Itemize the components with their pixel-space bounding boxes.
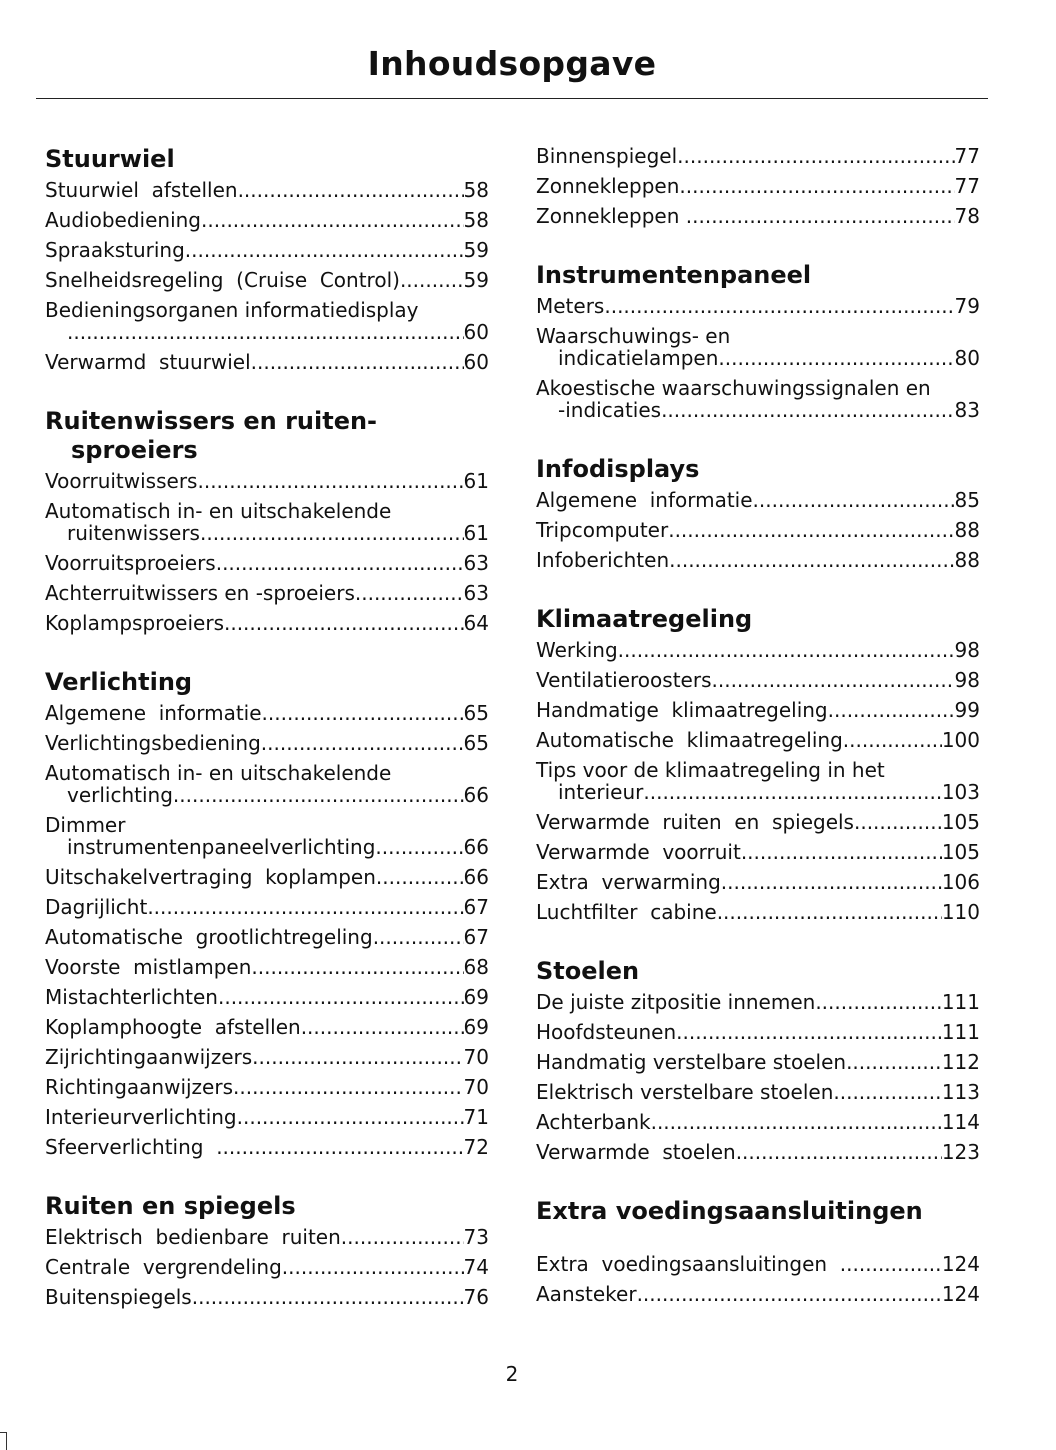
entry-title: Achterruitwissers en -sproeiers (45, 581, 355, 605)
dot-leader (251, 956, 463, 978)
entry-title: Stuurwiel afstellen (45, 178, 238, 202)
entry-title: Koplampsproeiers (45, 611, 224, 635)
toc-entry[interactable] (536, 811, 980, 841)
toc-entry[interactable] (45, 239, 489, 269)
entry-page: 73 (463, 1225, 489, 1249)
entry-title: Zonnekleppen (536, 204, 686, 228)
dot-leader (669, 549, 954, 571)
entry-page: 110 (941, 900, 980, 924)
entry-page: 69 (463, 985, 489, 1009)
dot-leader (686, 205, 955, 227)
toc-section (45, 1192, 489, 1316)
entry-title: Uitschakelvertraging koplampen (45, 865, 376, 889)
section-heading: Ruiten en spiegels (45, 1192, 296, 1220)
entry-title: Tips voor de klimaatregeling in het (536, 758, 885, 782)
entry-page: 88 (954, 548, 980, 572)
entry-title: Spraaksturing (45, 238, 185, 262)
entry-title: Verwarmd stuurwiel (45, 350, 251, 374)
entry-title: Automatisch in- en uitschakelende (45, 761, 392, 785)
dot-leader (846, 1051, 942, 1073)
entry-page: 98 (954, 668, 980, 692)
toc-entry[interactable] (536, 991, 980, 1021)
entry-page: 65 (463, 701, 489, 725)
toc-entry[interactable] (536, 841, 980, 871)
entry-page: 70 (463, 1075, 489, 1099)
entry-page: 114 (941, 1110, 980, 1134)
section-heading: Klimaatregeling (536, 605, 753, 633)
toc-entry[interactable] (45, 762, 489, 814)
entry-page: 124 (941, 1282, 980, 1306)
right-column (536, 145, 980, 1339)
entry-title: Luchtfilter cabine (536, 900, 717, 924)
toc-entry[interactable] (45, 351, 489, 381)
toc-entry[interactable] (45, 986, 489, 1016)
entry-page: 80 (954, 346, 980, 370)
entry-page: 65 (463, 731, 489, 755)
entry-title: Dagrijlicht (45, 895, 148, 919)
dot-leader (201, 209, 464, 231)
dot-leader (712, 669, 955, 691)
entry-page: 77 (954, 174, 980, 198)
entry-title: Achterbank (536, 1110, 651, 1134)
title-divider (36, 98, 988, 99)
page-number: 2 (505, 1362, 519, 1386)
toc-entry[interactable] (45, 1256, 489, 1286)
entry-page: 71 (463, 1105, 489, 1129)
entry-title: Zonnekleppen (536, 174, 680, 198)
toc-entry[interactable] (536, 519, 980, 549)
section-heading: Stoelen (536, 957, 640, 985)
dot-leader (200, 522, 464, 544)
entry-title: Extra verwarming (536, 870, 721, 894)
toc-entry[interactable] (45, 179, 489, 209)
dot-leader (301, 1016, 464, 1038)
dot-leader (843, 729, 942, 751)
spacer (536, 1231, 980, 1253)
dot-leader (376, 866, 464, 888)
entry-title: Koplamphoogte afstellen (45, 1015, 301, 1039)
section-heading: Stuurwiel (45, 145, 175, 173)
dot-leader (677, 145, 954, 167)
entry-title: Buitenspiegels (45, 1285, 192, 1309)
toc-entry[interactable] (536, 145, 980, 175)
entry-page: 74 (463, 1255, 489, 1279)
entry-title: Extra voedingsaansluitingen (536, 1252, 840, 1276)
toc-entry[interactable] (45, 269, 489, 299)
entry-title: Binnenspiegel (536, 144, 678, 168)
entry-title: Waarschuwings- en (536, 324, 731, 348)
toc-entry[interactable] (45, 500, 489, 552)
entry-page: 85 (954, 488, 980, 512)
dot-leader (718, 347, 954, 369)
toc-entry[interactable] (536, 1141, 980, 1171)
entry-page: 59 (463, 268, 489, 292)
toc-entry[interactable] (45, 1076, 489, 1106)
entry-title: Akoestische waarschuwingssignalen en (536, 376, 931, 400)
entry-page: 59 (463, 238, 489, 262)
dot-leader (643, 781, 941, 803)
entry-page: 111 (941, 990, 980, 1014)
entry-page: 66 (463, 865, 489, 889)
entry-page: 60 (463, 320, 489, 344)
entry-title: Elektrisch bedienbare ruiten (45, 1225, 341, 1249)
dot-leader (261, 732, 464, 754)
dot-leader (224, 612, 464, 634)
toc-entry[interactable] (536, 1283, 980, 1313)
entry-page: 69 (463, 1015, 489, 1039)
entry-page: 112 (941, 1050, 980, 1074)
toc-section (536, 605, 980, 931)
dot-leader (618, 639, 955, 661)
toc-entry[interactable] (45, 582, 489, 612)
entry-page: 113 (941, 1080, 980, 1104)
dot-leader (661, 399, 954, 421)
toc-entry[interactable] (536, 729, 980, 759)
dot-leader (854, 811, 942, 833)
toc-entry[interactable] (536, 205, 980, 235)
entry-page: 88 (954, 518, 980, 542)
dot-leader (147, 896, 463, 918)
toc-entry[interactable] (536, 669, 980, 699)
entry-page: 61 (463, 521, 489, 545)
page-title: Inhoudsopgave (367, 44, 657, 83)
dot-leader (251, 351, 464, 373)
toc-entry[interactable] (536, 1021, 980, 1051)
toc-entry[interactable] (536, 871, 980, 901)
entry-page: 83 (954, 398, 980, 422)
dot-leader (67, 321, 464, 343)
toc-section (536, 145, 980, 235)
entry-page: 105 (941, 840, 980, 864)
entry-title: Automatische klimaatregeling (536, 728, 843, 752)
entry-title: Algemene informatie (536, 488, 753, 512)
toc-entry[interactable] (45, 1286, 489, 1316)
dot-leader (679, 175, 954, 197)
dot-leader (828, 699, 955, 721)
toc-entry[interactable] (536, 639, 980, 669)
toc-entry[interactable] (536, 325, 980, 377)
toc-entry[interactable] (45, 956, 489, 986)
left-column (45, 145, 489, 1342)
toc-entry[interactable] (536, 549, 980, 579)
entry-title: Automatische grootlichtregeling (45, 925, 373, 949)
toc-entry[interactable] (45, 612, 489, 642)
entry-title: Snelheidsregeling (Cruise Control) (45, 268, 400, 292)
section-heading: Ruitenwissers en ruiten-sproeiers (45, 407, 378, 464)
entry-title-continued: -indicaties (558, 398, 662, 422)
toc-entry[interactable] (536, 295, 980, 325)
toc-entry[interactable] (45, 552, 489, 582)
entry-page: 105 (941, 810, 980, 834)
crop-mark (0, 1432, 7, 1450)
entry-title: Aansteker (536, 1282, 637, 1306)
dot-leader (238, 179, 464, 201)
entry-title: Ventilatieroosters (536, 668, 712, 692)
entry-title: Voorste mistlampen (45, 955, 252, 979)
entry-title: Elektrisch verstelbare stoelen (536, 1080, 834, 1104)
toc-entry[interactable] (536, 1051, 980, 1081)
entry-title: Interieurverlichting (45, 1105, 237, 1129)
dot-leader (282, 1256, 464, 1278)
entry-page: 63 (463, 551, 489, 575)
dot-leader (185, 239, 464, 261)
toc-entry[interactable] (536, 901, 980, 931)
toc-entry[interactable] (536, 1253, 980, 1283)
toc-entry[interactable] (45, 1226, 489, 1256)
toc-section (536, 455, 980, 579)
entry-page: 60 (463, 350, 489, 374)
entry-title-continued: interieur (558, 780, 644, 804)
toc-entry[interactable] (45, 866, 489, 896)
toc-section (536, 957, 980, 1171)
dot-leader (676, 1021, 942, 1043)
toc-entry[interactable] (45, 1016, 489, 1046)
dot-leader (218, 986, 464, 1008)
entry-title-continued: instrumentenpaneelverlichting (67, 835, 376, 859)
toc-entry[interactable] (45, 896, 489, 926)
entry-title: Handmatige klimaatregeling (536, 698, 828, 722)
entry-page: 67 (463, 895, 489, 919)
entry-page: 66 (463, 783, 489, 807)
dot-leader (262, 702, 464, 724)
entry-page: 66 (463, 835, 489, 859)
dot-leader (216, 552, 464, 574)
entry-title-continued: indicatielampen (558, 346, 719, 370)
dot-leader (373, 926, 464, 948)
entry-page: 72 (463, 1135, 489, 1159)
entry-page: 100 (941, 728, 980, 752)
entry-title: Richtingaanwijzers (45, 1075, 233, 1099)
entry-title: Sfeerverlichting (45, 1135, 217, 1159)
dot-leader (668, 519, 954, 541)
toc-entry[interactable] (536, 377, 980, 429)
entry-title-continued: verlichting (67, 783, 173, 807)
entry-page: 63 (463, 581, 489, 605)
section-heading: Instrumentenpaneel (536, 261, 812, 289)
dot-leader (341, 1226, 464, 1248)
dot-leader (637, 1283, 942, 1305)
entry-title: De juiste zitpositie innemen (536, 990, 816, 1014)
entry-title: Centrale vergrendeling (45, 1255, 282, 1279)
section-heading: Verlichting (45, 668, 193, 696)
dot-leader (717, 901, 942, 923)
entry-page: 123 (941, 1140, 980, 1164)
toc-entry[interactable] (45, 814, 489, 866)
entry-title: Audiobediening (45, 208, 202, 232)
section-heading: Extra voedingsaansluitingen (536, 1197, 923, 1225)
toc-section (536, 1197, 980, 1313)
dot-leader (721, 871, 942, 893)
entry-title: Dimmer (45, 813, 126, 837)
toc-section (45, 145, 489, 381)
dot-leader (400, 269, 464, 291)
entry-page: 68 (463, 955, 489, 979)
entry-title: Verlichtingsbediening (45, 731, 261, 755)
entry-title: Automatisch in- en uitschakelende (45, 499, 392, 523)
entry-page: 111 (941, 1020, 980, 1044)
dot-leader (736, 1141, 942, 1163)
entry-title: Infoberichten (536, 548, 670, 572)
entry-title: Zijrichtingaanwijzers (45, 1045, 253, 1069)
dot-leader (840, 1253, 942, 1275)
entry-page: 78 (954, 204, 980, 228)
toc-entry[interactable] (536, 699, 980, 729)
dot-leader (355, 582, 464, 604)
entry-title: Mistachterlichten (45, 985, 218, 1009)
section-heading: Infodisplays (536, 455, 700, 483)
entry-page: 99 (954, 698, 980, 722)
entry-title: Verwarmde voorruit (536, 840, 741, 864)
toc-entry[interactable] (45, 1136, 489, 1166)
dot-leader (815, 991, 941, 1013)
dot-leader (192, 1286, 464, 1308)
entry-title: Hoofdsteunen (536, 1020, 677, 1044)
dot-leader (197, 470, 463, 492)
entry-page: 61 (463, 469, 489, 493)
entry-page: 124 (941, 1252, 980, 1276)
toc-entry[interactable] (45, 1106, 489, 1136)
dot-leader (252, 1046, 463, 1068)
dot-leader (173, 784, 464, 806)
toc-entry[interactable] (536, 175, 980, 205)
entry-page: 64 (463, 611, 489, 635)
toc-entry[interactable] (45, 1046, 489, 1076)
entry-page: 103 (941, 780, 980, 804)
toc-entry[interactable] (536, 1111, 980, 1141)
entry-page: 98 (954, 638, 980, 662)
entry-title: Verwarmde ruiten en spiegels (536, 810, 854, 834)
toc-entry[interactable] (536, 759, 980, 811)
entry-title: Verwarmde stoelen (536, 1140, 736, 1164)
entry-page: 70 (463, 1045, 489, 1069)
entry-title: Voorruitwissers (45, 469, 198, 493)
entry-page: 58 (463, 208, 489, 232)
entry-title-continued: ruitenwissers (67, 521, 200, 545)
toc-entry[interactable] (45, 732, 489, 762)
dot-leader (651, 1111, 942, 1133)
toc-entry[interactable] (45, 702, 489, 732)
toc-section (45, 407, 489, 642)
dot-leader (237, 1106, 464, 1128)
toc-section (536, 261, 980, 429)
toc-entry[interactable] (536, 1081, 980, 1111)
entry-page: 58 (463, 178, 489, 202)
entry-title: Bedieningsorganen informatiedisplay (45, 298, 419, 322)
dot-leader (833, 1081, 941, 1103)
entry-title: Tripcomputer (536, 518, 669, 542)
toc-entry[interactable] (45, 299, 489, 351)
dot-leader (753, 489, 955, 511)
entry-page: 67 (463, 925, 489, 949)
toc-entry[interactable] (45, 470, 489, 500)
dot-leader (604, 295, 954, 317)
entry-page: 79 (954, 294, 980, 318)
dot-leader (741, 841, 942, 863)
entry-title: Werking (536, 638, 618, 662)
entry-title: Meters (536, 294, 605, 318)
entry-page: 106 (941, 870, 980, 894)
toc-entry[interactable] (45, 926, 489, 956)
dot-leader (233, 1076, 464, 1098)
entry-page: 77 (954, 144, 980, 168)
entry-title: Algemene informatie (45, 701, 262, 725)
dot-leader (375, 836, 463, 858)
dot-leader (216, 1136, 463, 1158)
entry-title: Handmatig verstelbare stoelen (536, 1050, 847, 1074)
toc-entry[interactable] (45, 209, 489, 239)
toc-entry[interactable] (536, 489, 980, 519)
entry-title: Voorruitsproeiers (45, 551, 216, 575)
toc-section (45, 668, 489, 1166)
entry-page: 76 (463, 1285, 489, 1309)
